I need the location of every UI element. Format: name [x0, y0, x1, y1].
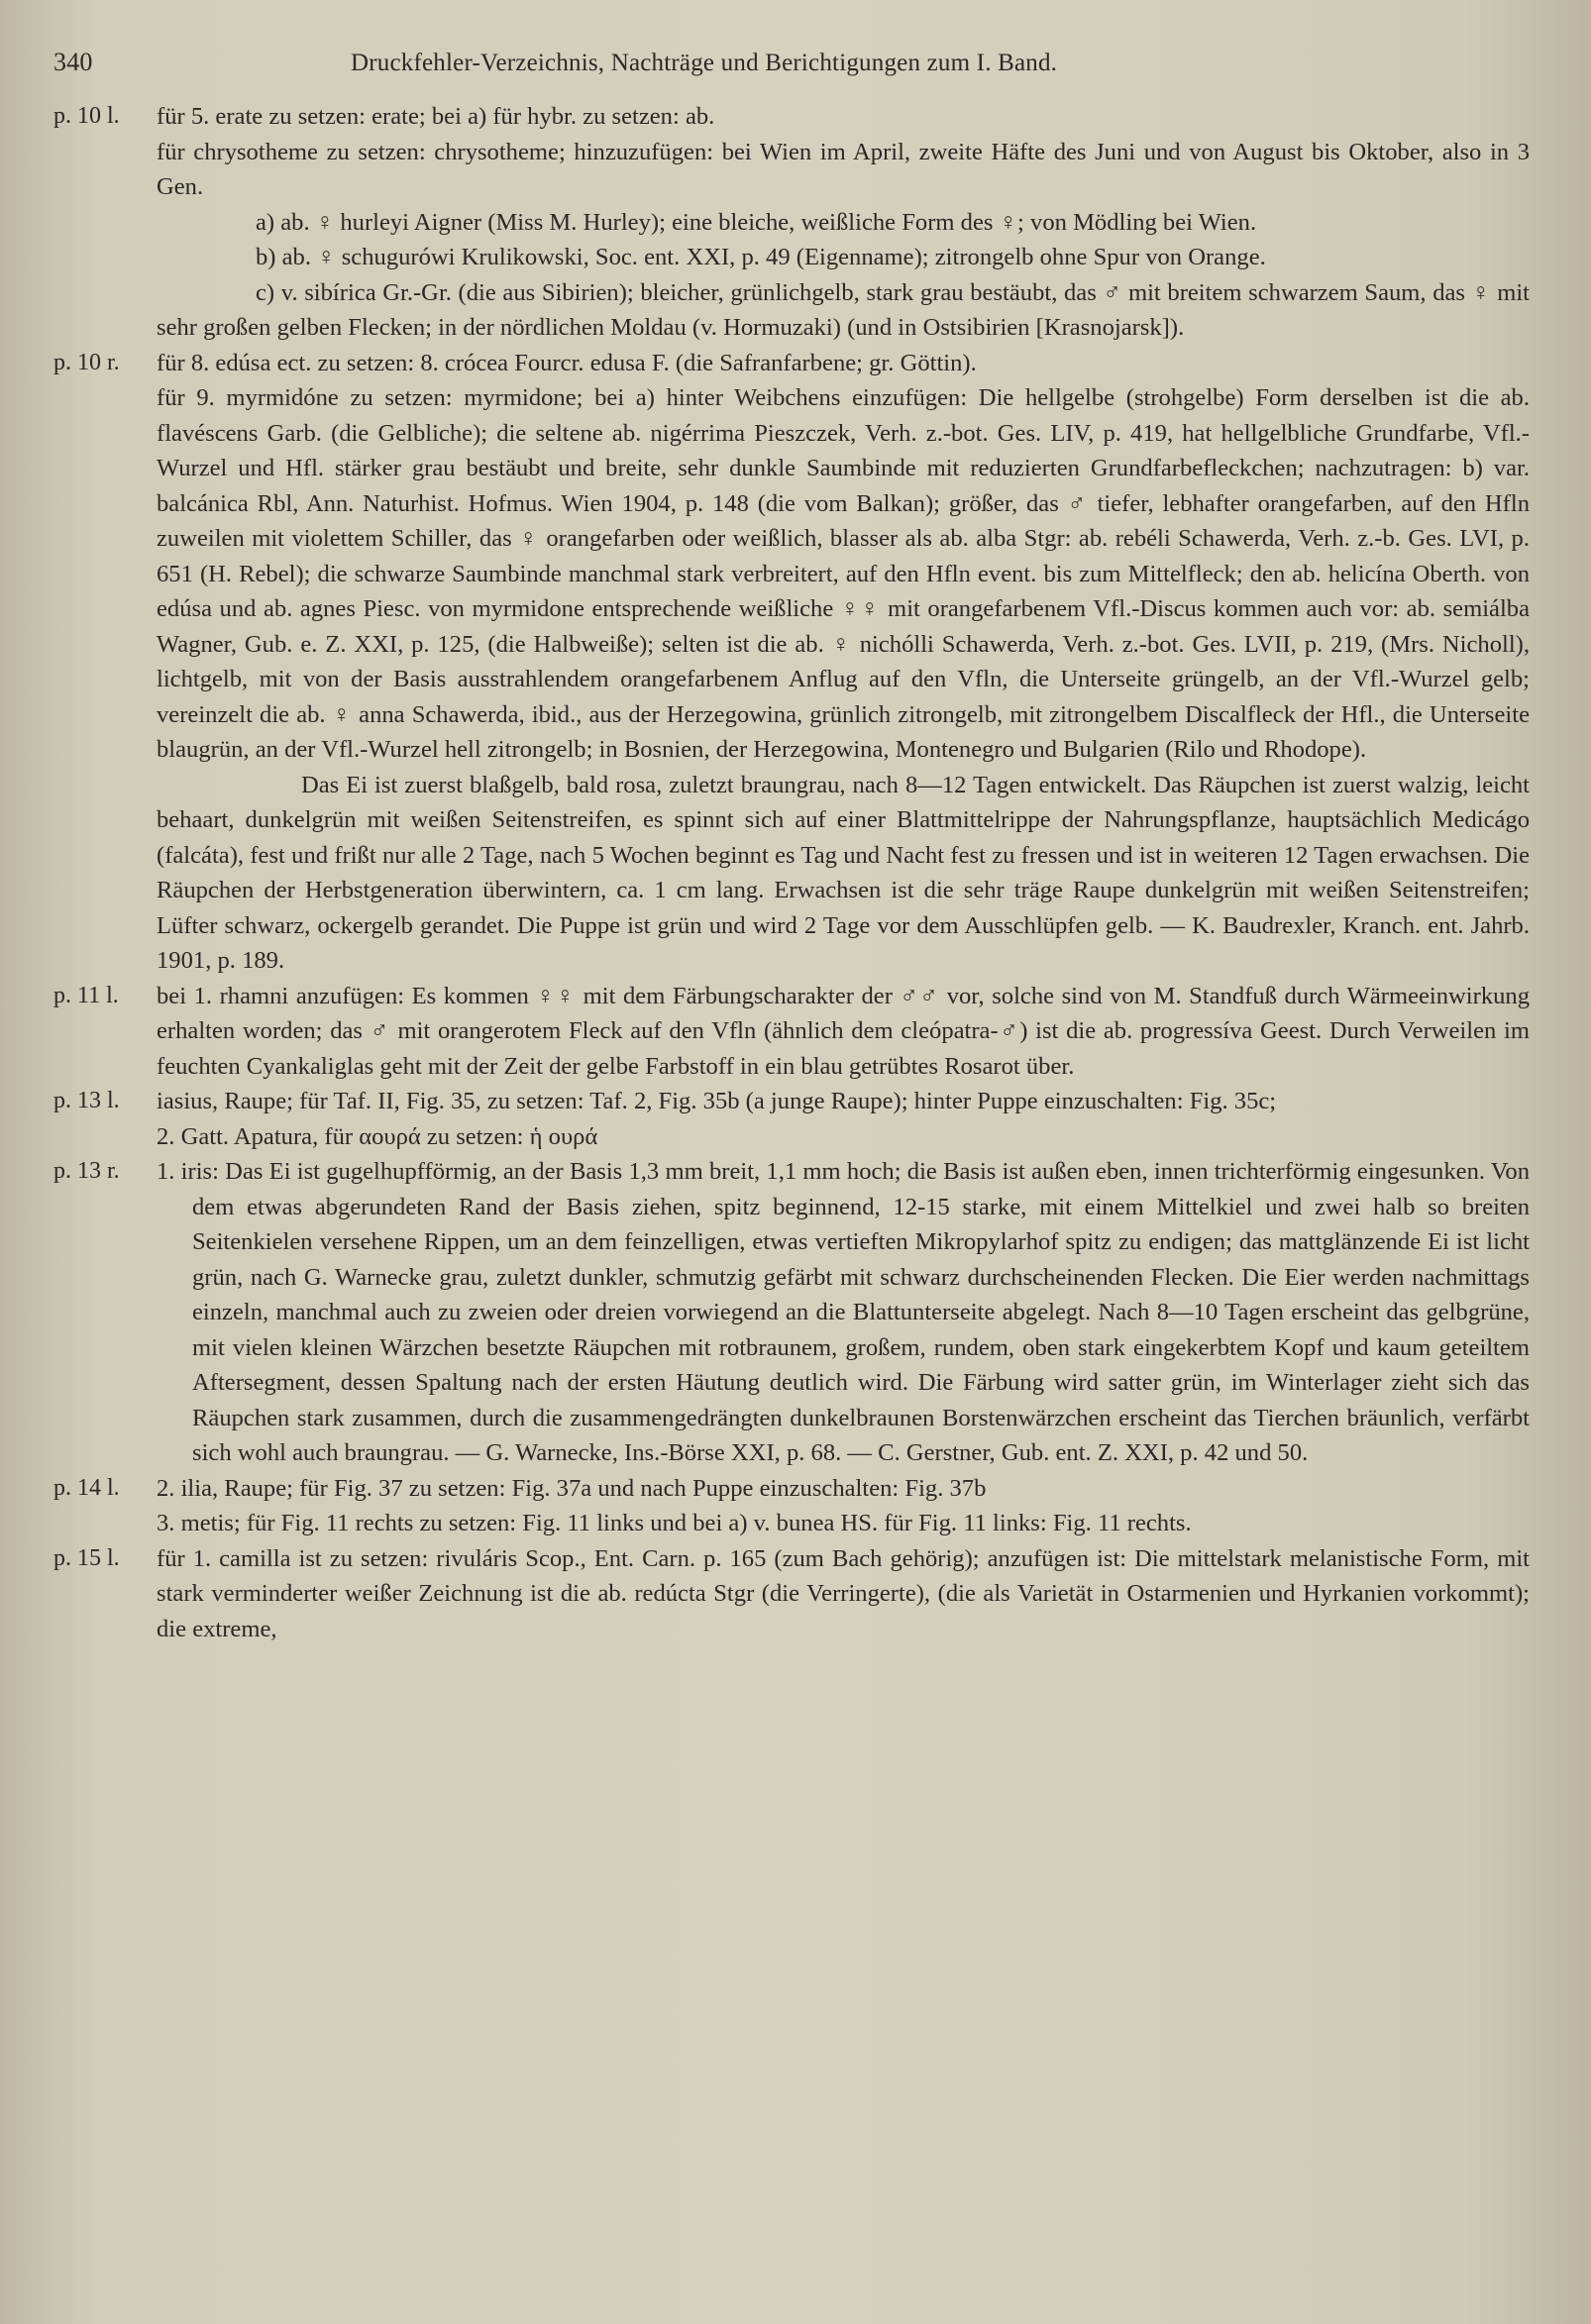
paragraph: für 8. edúsa ect. zu setzen: 8. crócea Fourcr. edusa F. (die Safranfarbene; gr. Göttin). [157, 349, 977, 376]
entry-p15-left [53, 1541, 1530, 1647]
paragraph: für chrysotheme zu setzen: chrysotheme; hinzuzufügen: bei Wien im April, zweite Häfte des Juni und von August bis Oktober, also in 3 Gen. [157, 138, 1530, 200]
page-reference: p. 10 r. [53, 349, 120, 375]
page-reference: p. 14 l. [53, 1474, 120, 1501]
paragraph: für 5. erate zu setzen: erate; bei a) für hybr. zu setzen: ab. [157, 103, 715, 130]
paragraph: für 1. camilla ist zu setzen: rivuláris Scop., Ent. Carn. p. 165 (zum Bach gehörig); anzufügen ist: Die mittelstark melanistische Form, mit stark verminderter weißer Zeichnung ist die ab. redúcta Stgr (die Verringerte), (die als Varietät in Ostarmenien und Hyrkanien vorkommt); die extreme, [157, 1544, 1530, 1642]
entry-p13-left [53, 1084, 1530, 1154]
paragraph: b) ab. ♀ schugurówi Krulikowski, Soc. ent. XXI, p. 49 (Eigenname); zitrongelb ohne Spur von Orange. [256, 244, 1266, 270]
entry-body [157, 979, 1530, 1085]
paragraph: iasius, Raupe; für Taf. II, Fig. 35, zu setzen: Taf. 2, Fig. 35b (a junge Raupe); hinter Puppe einzuschalten: Fig. 35c; [157, 1088, 1277, 1114]
paragraph: bei 1. rhamni anzufügen: Es kommen ♀♀ mit dem Färbungscharakter der ♂♂ vor, solche sind von M. Standfuß durch Wärmeeinwirkung erhalten worden; das ♂ mit orangerotem Fleck auf den Vfln (ähnlich dem cleópatra-♂) ist die ab. progressíva Geest. Durch Verweilen im feuchten Cyankaliglas geht mit der Zeit der gelbe Farbstoff in ein blau getrübtes Rosarot über. [157, 982, 1530, 1080]
entry-body [157, 1084, 1530, 1154]
entry-p13-right [53, 1154, 1530, 1471]
paragraph: 1. iris: Das Ei ist gugelhupfförmig, an der Basis 1,3 mm breit, 1,1 mm hoch; die Basis ist außen eben, innen trichterförmig eingesunken. Von dem etwas abgerundeten Rand der Basis ziehen, spitz beginnend, 12-15 starke, mit einem Mittelkiel und zwei halb so breiten Seitenkielen versehene Rippen, um an dem feinzelligen, etwas vertieften Mikropylarhof spitz zu endigen; das mattglänzende Ei ist licht grün, nach G. Warnecke grau, zuletzt dunkler, schmutzig gefärbt mit schwarz durchscheinenden Flecken. Die Eier werden nachmittags einzeln, manchmal auch zu zweien oder dreien vorwiegend an die Blattunterseite abgelegt. Nach 8—10 Tagen erscheint das gelbgrüne, mit vielen kleinen Wärzchen besetzte Räupchen mit rotbraunem, großem, rundem, oben stark eingekerbtem Kopf und kaum geteiltem Aftersegment, dessen Spaltung nach der ersten Häutung deutlich wird. Die Färbung wird satter grün, im Winterlager zieht sich das Räupchen stark zusammen, durch die zusammengedrängten dunkelbraunen Borstenwärzchen erscheint das Tierchen bräunlich, verfärbt sich wohl auch braungrau. — G. Warnecke, Ins.-Börse XXI, p. 68. — C. Gerstner, Gub. ent. Z. XXI, p. 42 und 50. [157, 1158, 1530, 1466]
page-reference: p. 10 l. [53, 103, 120, 129]
page-reference: p. 11 l. [53, 982, 119, 1008]
running-title: Druckfehler-Verzeichnis, Nachträge und Berichtigungen zum I. Band. [351, 50, 1058, 76]
paragraph: für 9. myrmidóne zu setzen: myrmidone; bei a) hinter Weibchens einzufügen: Die hellgelbe (strohgelbe) Form derselben ist die ab. flavéscens Garb. (die Gelbliche); die seltene ab. nigérrima Pieszczek, Verh. z.-bot. Ges. LIV, p. 419, hat hellgelbliche Grundfarbe, Vfl.-Wurzel und Hfl. stärker grau bestäubt und breite, sehr dunkle Saumbinde mit reduzierten Grundfarbefleckchen; nachzutragen: b) var. balcánica Rbl, Ann. Naturhist. Hofmus. Wien 1904, p. 148 (die vom Balkan); größer, das ♂ tiefer, lebhafter orangefarben, auf den Hfln zuweilen mit violettem Schiller, das ♀ orangefarben oder weißlich, blasser als ab. alba Stgr: ab. rebéli Schawerda, Verh. z.-b. Ges. LVI, p. 651 (H. Rebel); die schwarze Saumbinde manchmal stark verbreitert, auf den Hfln event. bis zum Mittelfleck; den ab. helicína Oberth. von edúsa und ab. agnes Piesc. von myrmidone entsprechende weißliche ♀♀ mit orangefarbenem Vfl.-Discus kommen auch vor: ab. semiálba Wagner, Gub. e. Z. XXI, p. 125, (die Halbweiße); selten ist die ab. ♀ nichólli Schawerda, Verh. z.-bot. Ges. LVII, p. 219, (Mrs. Nicholl), lichtgelb, mit von der Basis ausstrahlendem orangefarbenem Anflug auf den Vfln, die Unterseite grüngelb, an der Vfl.-Wurzel gelb; vereinzelt die ab. ♀ anna Schawerda, ibid., aus der Herzegowina, grünlich zitrongelb, mit zitrongelbem Discalfleck der Hfl., die Unterseite blaugrün, an der Vfl.-Wurzel hell zitrongelb; in Bosnien, der Herzegowina, Montenegro und Bulgarien (Rilo und Rhodope). [157, 384, 1530, 763]
page-reference: p. 13 r. [53, 1158, 120, 1184]
entry-p11-left [53, 979, 1530, 1085]
paragraph: 3. metis; für Fig. 11 rechts zu setzen: Fig. 11 links und bei a) v. bunea HS. für Fig. 11 links: Fig. 11 rechts. [157, 1510, 1192, 1536]
paragraph: a) ab. ♀ hurleyi Aigner (Miss M. Hurley); eine bleiche, weißliche Form des ♀; von Mödling bei Wien. [256, 208, 1257, 236]
entry-body [157, 1471, 1530, 1541]
entry-body [157, 1541, 1530, 1647]
page-number: 340 [53, 48, 93, 76]
page-reference: p. 15 l. [53, 1544, 120, 1571]
paragraph: 2. Gatt. Apatura, für αουρά zu setzen: ἡ ουρά [157, 1122, 598, 1150]
page-reference: p. 13 l. [53, 1088, 120, 1113]
entry-body [157, 346, 1530, 979]
entry-body [157, 1154, 1530, 1471]
page-header [53, 48, 1530, 77]
paragraph: 2. ilia, Raupe; für Fig. 37 zu setzen: Fig. 37a und nach Puppe einzuschalten: Fig. 37b [157, 1474, 987, 1502]
entry-p10-left [53, 99, 1530, 346]
paragraph: Das Ei ist zuerst blaßgelb, bald rosa, zuletzt braungrau, nach 8—12 Tagen entwickelt. Das Räupchen ist zuerst walzig, leicht behaart, dunkelgrün mit weißen Seitenstreifen, es spinnt sich auf einer Blattmittelrippe der Nahrungspflanze, hauptsächlich Medicágo (falcáta), fest und frißt nur alle 2 Tage, nach 5 Wochen beginnt es Tag und Nacht fest zu fressen und ist in weiteren 12 Tagen erwachsen. Die Räupchen der Herbstgeneration überwintern, ca. 1 cm lang. Erwachsen ist die sehr träge Raupe dunkelgrün mit weißen Seitenstreifen; Lüfter schwarz, ockergelb gerandet. Die Puppe ist grün und wird 2 Tage vor dem Ausschlüpfen gelb. — K. Baudrexler, Kranch. ent. Jahrb. 1901, p. 189. [157, 771, 1530, 974]
paragraph: c) v. sibírica Gr.-Gr. (die aus Sibirien); bleicher, grünlichgelb, stark grau bestäubt, das ♂ mit breitem schwarzem Saum, das ♀ mit sehr großen gelben Flecken; in der nördlichen Moldau (v. Hormuzaki) (und in Ostsibirien [Krasnojarsk]). [157, 278, 1530, 341]
entry-body [157, 99, 1530, 346]
entry-p10-right [53, 346, 1530, 979]
entry-p14-left [53, 1471, 1530, 1541]
